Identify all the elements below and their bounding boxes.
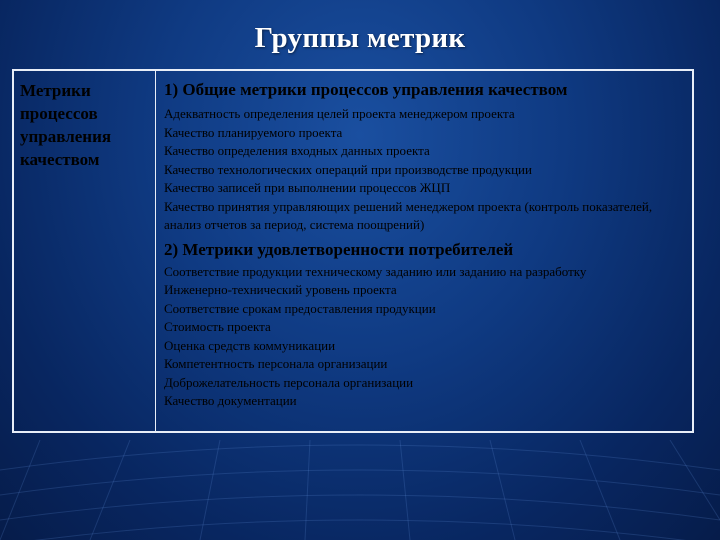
- row-header-line: Метрики: [20, 81, 91, 100]
- slide-title: Группы метрик: [254, 22, 466, 54]
- group2-item: Стоимость проекта: [164, 319, 271, 334]
- row-header-line: процессов: [20, 104, 98, 123]
- group2-heading: 2) Метрики удовлетворенности потребителей: [164, 239, 514, 259]
- group1-heading: 1) Общие метрики процессов управления качеством: [164, 80, 568, 99]
- group2-item: Компетентность персонала организации: [164, 356, 388, 371]
- group2-item: Инженерно-технический уровень проекта: [164, 282, 397, 297]
- group1-item: Качество записей при выполнении процессов ЖЦП: [164, 180, 451, 195]
- group2-item: Качество документации: [164, 393, 297, 408]
- group1-item: Качество определения входных данных проекта: [164, 143, 430, 158]
- metrics-content-cell: [164, 79, 690, 411]
- group2-list: [164, 263, 690, 411]
- row-header-line: качеством: [20, 150, 100, 169]
- group1-item: Качество принятия управляющих решений менеджером проекта (контроль показателей, анализ отчетов за период, система поощрений): [164, 198, 653, 232]
- group2-item: Доброжелательность персонала организации: [164, 374, 414, 390]
- group2-item: Соответствие продукции техническому заданию или заданию на разработку: [164, 263, 587, 279]
- group2-item: Оценка средств коммуникации: [164, 337, 336, 353]
- row-header-cell: [14, 71, 156, 431]
- group1-item: Качество планируемого проекта: [164, 124, 343, 140]
- group1-item: Качество технологических операций при производстве продукции: [164, 161, 532, 177]
- row-header-line: управления: [20, 127, 112, 146]
- metrics-table: [12, 69, 694, 433]
- group1-item: Адекватность определения целей проекта менеджером проекта: [164, 106, 515, 121]
- group2-item: Соответствие срокам предоставления продукции: [164, 300, 436, 316]
- group1-list: [164, 105, 690, 235]
